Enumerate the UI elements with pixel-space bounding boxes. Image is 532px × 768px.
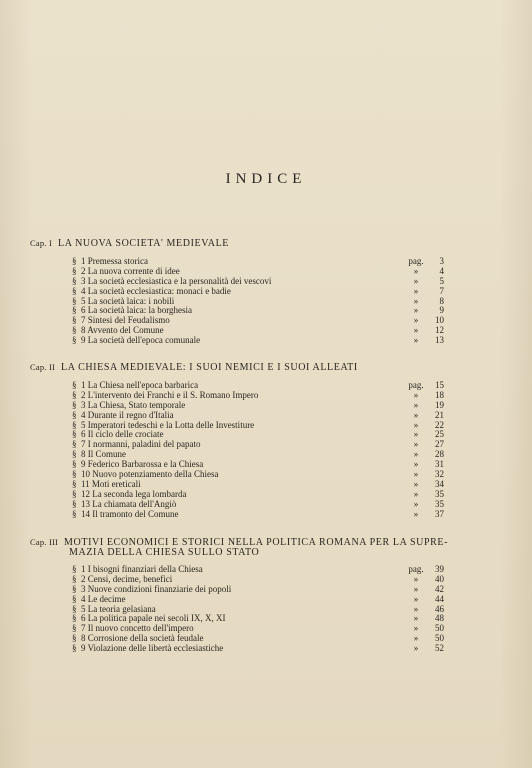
entry-title: 3 La Chiesa, Stato temporale (81, 399, 186, 410)
chapter-heading (30, 238, 229, 249)
page-number: 31 (435, 459, 444, 470)
page-marker: » (413, 623, 419, 634)
entry-list (72, 257, 444, 346)
chapter-heading (30, 362, 358, 373)
entry-title: 8 Corrosione della società feudale (81, 633, 204, 644)
entry-title: 8 Avvento del Comune (81, 325, 164, 336)
section-symbol: § (72, 285, 77, 296)
page-marker: » (413, 498, 419, 509)
entry-title: 5 La società laica: i nobili (81, 295, 175, 306)
toc-entry (72, 510, 444, 520)
page-number: 32 (435, 469, 444, 480)
section-symbol: § (72, 265, 77, 276)
section-symbol: § (72, 564, 77, 574)
page-marker: » (413, 573, 419, 584)
chapter-number: Cap. I (30, 238, 52, 248)
page-number: 39 (435, 564, 444, 574)
page-marker: » (413, 335, 419, 346)
page-number: 40 (435, 573, 444, 584)
page-number: 37 (435, 508, 444, 519)
page-marker: » (413, 613, 419, 624)
page-number: 28 (435, 449, 444, 460)
page-number: 46 (435, 603, 444, 614)
page-marker: » (413, 295, 419, 306)
page-number: 4 (439, 265, 444, 276)
entry-title: 8 Il Comune (81, 449, 126, 460)
page-marker: » (413, 439, 419, 450)
toc-entry (72, 644, 444, 654)
section-symbol: § (72, 256, 77, 266)
entry-title: 4 Le decime (81, 593, 126, 604)
entry-title: 3 Nuove condizioni finanziarie dei popoli (81, 583, 232, 594)
page-marker: pag. (408, 256, 424, 266)
entry-list (72, 565, 444, 654)
page-number: 9 (439, 305, 444, 316)
page-marker: » (413, 633, 419, 644)
section-symbol: § (72, 419, 77, 430)
entry-title: 5 La teoria gelasiana (81, 603, 156, 614)
page-number: 35 (435, 488, 444, 499)
entry-title: 3 La società ecclesiastica e la personalità dei vescovi (81, 275, 272, 286)
entry-title: 1 Premessa storica (81, 256, 148, 266)
entry-title: 10 Nuovo potenziamento della Chiesa (81, 469, 219, 480)
entry-title: 2 L'intervento dei Franchi e il S. Romano Impero (81, 389, 259, 400)
page-number: 25 (435, 429, 444, 440)
page-number: 27 (435, 439, 444, 450)
section-symbol: § (72, 593, 77, 604)
chapter-title: MOTIVI ECONOMICI E STORICI NELLA POLITICA ROMANA PER LA SUPRE- (64, 537, 449, 548)
page-marker: » (413, 265, 419, 276)
section-symbol: § (72, 399, 77, 410)
section-symbol: § (72, 573, 77, 584)
page-number: 21 (435, 409, 444, 420)
entry-title: 2 La nuova corrente di idee (81, 265, 180, 276)
entry-title: 9 Federico Barbarossa e la Chiesa (81, 459, 204, 470)
page-number: 48 (435, 613, 444, 624)
page-marker: » (413, 643, 419, 654)
page-marker: » (413, 469, 419, 480)
page-marker: » (413, 389, 419, 400)
page-marker: » (413, 315, 419, 326)
toc-entry (72, 440, 444, 450)
section-symbol: § (72, 488, 77, 499)
section-symbol: § (72, 583, 77, 594)
section-symbol: § (72, 429, 77, 440)
page-marker: » (413, 508, 419, 519)
section-symbol: § (72, 335, 77, 346)
page-number: 34 (435, 478, 444, 489)
section-symbol: § (72, 449, 77, 460)
entry-title: 7 Sintesi del Feudalismo (81, 315, 170, 326)
page-number: 42 (435, 583, 444, 594)
page-marker: » (413, 285, 419, 296)
page-marker: » (413, 488, 419, 499)
page-marker: » (413, 325, 419, 336)
entry-title: 7 Il nuovo concetto dell'impero (81, 623, 194, 634)
section-symbol: § (72, 305, 77, 316)
page-marker: » (413, 409, 419, 420)
page-number: 13 (435, 335, 444, 346)
page-marker: » (413, 429, 419, 440)
section-symbol: § (72, 325, 77, 336)
page-number: 5 (439, 275, 444, 286)
toc-entry (72, 585, 444, 595)
section-symbol: § (72, 439, 77, 450)
section-symbol: § (72, 459, 77, 470)
page-number: 44 (435, 593, 444, 604)
page-marker: pag. (408, 380, 424, 390)
entry-title: 11 Moti ereticali (81, 478, 141, 489)
chapter-number: Cap. III (30, 537, 59, 547)
entry-title: 2 Censi, decime, benefici (81, 573, 173, 584)
entry-title: 4 Durante il regno d'Italia (81, 409, 174, 420)
section-symbol: § (72, 643, 77, 654)
section-symbol: § (72, 498, 77, 509)
entry-list (72, 381, 444, 519)
page-marker: » (413, 478, 419, 489)
entry-title: 12 La seconda lega lombarda (81, 488, 187, 499)
entry-title: 14 Il tramonto del Comune (81, 508, 179, 519)
chapter-title-continued: MAZIA DELLA CHIESA SULLO STATO (69, 547, 260, 558)
entry-title: 6 La società laica: la borghesia (81, 305, 193, 316)
section-symbol: § (72, 295, 77, 306)
section-symbol: § (72, 315, 77, 326)
section-symbol: § (72, 380, 77, 390)
page-marker: » (413, 419, 419, 430)
page-marker: » (413, 449, 419, 460)
page-marker: » (413, 583, 419, 594)
page-number: 35 (435, 498, 444, 509)
page-marker: » (413, 593, 419, 604)
entry-title: 6 Il ciclo delle crociate (81, 429, 164, 440)
section-symbol: § (72, 613, 77, 624)
entry-title: 13 La chiamata dell'Angiò (81, 498, 177, 509)
page-number: 50 (435, 623, 444, 634)
page-marker: » (413, 603, 419, 614)
entry-title: 4 La società ecclesiastica: monaci e badie (81, 285, 231, 296)
entry-title: 6 La politica papale nei secoli IX, X, XI (81, 613, 226, 624)
page-marker: » (413, 305, 419, 316)
section-symbol: § (72, 603, 77, 614)
chapter-number: Cap. II (30, 362, 56, 372)
section-symbol: § (72, 633, 77, 644)
page-number: 15 (435, 380, 444, 390)
toc-entry (72, 336, 444, 346)
section-symbol: § (72, 623, 77, 634)
section-symbol: § (72, 389, 77, 400)
page-number: 10 (435, 315, 444, 326)
section-symbol: § (72, 469, 77, 480)
page-number: 50 (435, 633, 444, 644)
section-symbol: § (72, 508, 77, 519)
entry-title: 7 I normanni, paladini del papato (81, 439, 201, 450)
page-number: 12 (435, 325, 444, 336)
entry-title: 9 La società dell'epoca comunale (81, 335, 201, 346)
page-marker: » (413, 275, 419, 286)
section-symbol: § (72, 478, 77, 489)
section-symbol: § (72, 409, 77, 420)
page-number: 18 (435, 389, 444, 400)
entry-title: 1 La Chiesa nell'epoca barbarica (81, 380, 199, 390)
chapter-title: LA NUOVA SOCIETA' MEDIEVALE (57, 238, 229, 249)
page-number: 3 (439, 256, 444, 266)
page-marker: » (413, 399, 419, 410)
page-number: 19 (435, 399, 444, 410)
page-title: INDICE (225, 171, 307, 187)
entry-title: 9 Violazione delle libertà ecclesiastiche (81, 643, 224, 654)
page-number: 7 (439, 285, 444, 296)
section-symbol: § (72, 275, 77, 286)
page-number: 52 (435, 643, 444, 654)
page-number: 22 (435, 419, 444, 430)
page-marker: » (413, 459, 419, 470)
page-marker: pag. (408, 564, 424, 574)
entry-title: 1 I bisogni finanziari della Chiesa (81, 564, 203, 574)
chapter-title: LA CHIESA MEDIEVALE: I SUOI NEMICI E I SUOI ALLEATI (61, 362, 358, 373)
page-number: 8 (439, 295, 444, 306)
entry-title: 5 Imperatori tedeschi e la Lotta delle Investiture (81, 419, 255, 430)
